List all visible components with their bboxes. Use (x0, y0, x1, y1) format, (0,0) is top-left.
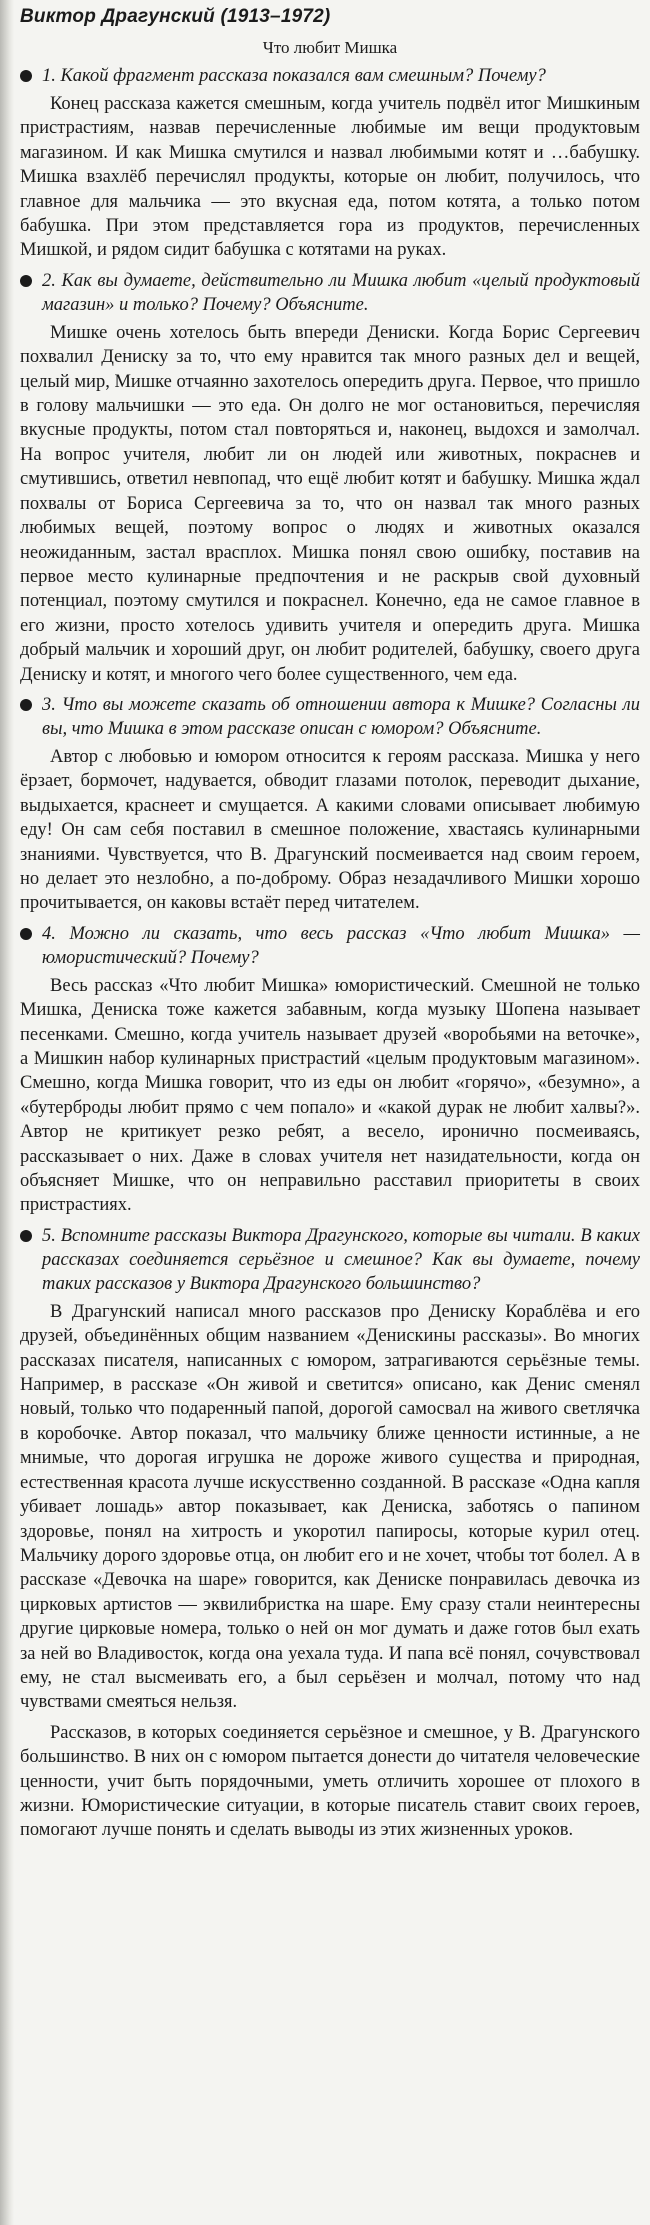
question-text: 5. Вспомните рассказы Виктора Драгунского, которые вы читали. В каких рассказах соединяется серьёзное и смешное? Как вы думаете, почему таких рассказов у Виктора Драгунского большинство? (42, 1225, 640, 1294)
bullet-icon (20, 70, 32, 82)
question-5 (20, 1224, 640, 1296)
question-2 (20, 269, 640, 317)
question-text: 4. Можно ли сказать, что весь рассказ «Что любит Мишка» — юмористический? Почему? (42, 923, 640, 968)
answer-paragraph: Автор с любовью и юмором относится к героям рассказа. Мишка у него ёрзает, бормочет, надувается, обводит глазами потолок, переводит дыхание, выдыхается, краснеет и смущается. А какими словами описывает любимую еду! Он сам себя поставил в смешное положение, хвастаясь кулинарными знаниями. Чувствуется, что В. Драгунский посмеивается над своим героем, но делает это незлобно, а по-доброму. Образ незадачливого Мишки хорошо прочитывается, он каковы встаёт перед читателем. (20, 746, 640, 914)
question-block-1 (20, 64, 640, 263)
story-title: Что любит Мишка (262, 38, 398, 57)
question-block-5 (20, 1224, 640, 1843)
answer-paragraph: Рассказов, в которых соединяется серьёзное и смешное, у В. Драгунского большинство. В них он с юмором пытается донести до читателя человеческие ценности, учит быть порядочными, уметь отличить хорошее от плохого в жизни. Юмористические ситуации, в которые писатель ставит своих героев, помогают лучше понять и сделать выводы из этих жизненных уроков. (20, 1722, 640, 1841)
question-block-2 (20, 269, 640, 687)
question-block-4 (20, 922, 640, 1218)
question-text: 2. Как вы думаете, действительно ли Мишка любит «целый продуктовый магазин» и только? Почему? Объясните. (42, 270, 640, 315)
author-header: Виктор Драгунский (1913–1972) (20, 6, 331, 27)
bullet-icon (20, 275, 32, 287)
bullet-icon (20, 928, 32, 940)
question-3 (20, 693, 640, 741)
answer-paragraph: Мишке очень хотелось быть впереди Дениски. Когда Борис Сергеевич похвалил Дениску за то, что ему нравится так много разных дел и вещей, целый мир, Мишке отчаянно захотелось опередить друга. Первое, что пришло в голову мальчишки — это еда. Он долго не мог остановиться, перечисляя вкусные продукты, потом стал повторяться и, наконец, выдохся и замолчал. На вопрос учителя, любит ли он людей или животных, покраснев и смутившись, ответил невпопад, что ещё любит котят и бабушку. Мишка ждал похвалы от Бориса Сергеевича за то, что он назвал так много разных любимых вещей, поэтому вопрос о людях и животных оказался неожиданным, застал врасплох. Мишка понял свою ошибку, поставив на первое место кулинарные предпочтения и не раскрыв свой духовный потенциал, поэтому смутился и покраснел. Конечно, еда не самое главное в его жизни, просто хотелось удивить учителя и опередить друга. Мишка добрый мальчик и хороший друг, он любит родителей, бабушку, своего друга Дениску и котят, и многого чего более существенного, чем еда. (20, 322, 640, 685)
question-1 (20, 64, 640, 88)
bullet-icon (20, 699, 32, 711)
bullet-icon (20, 1230, 32, 1242)
question-block-3 (20, 693, 640, 916)
answer-paragraph: В Драгунский написал много рассказов про Дениску Кораблёва и его друзей, объединённых общим названием «Денискины рассказы». Во многих рассказах писателя, написанных с юмором, затрагиваются серьёзные темы. Например, в рассказе «Он живой и светится» описано, как Денис сменял новый, только что подаренный папой, дорогой самосвал на живого светлячка в коробочке. Автор показал, что мальчику ближе ценности истинные, а не мнимые, что дорогая игрушка не дороже живого существа и природная, естественная красота лучше искусственно созданной. В рассказе «Одна капля убивает лошадь» автор показывает, как Дениска, заботясь о папином здоровье, понял на хитрость и укоротил папиросы, которые курил отец. Мальчику дорого здоровье отца, он любит его и не хочет, чтобы тот болел. А в рассказе «Девочка на шаре» говорится, как Дениске понравилась девочка из цирковых артистов — эквилибристка на шаре. Ему сразу стали неинтересны другие цирковые номера, только о ней он мог думать и даже готов был ехать за ней во Владивосток, когда она уехала туда. И папа всё понял, сочувствовал ему, не стал высмеивать его, а был серьёзен и молчал, потому что над чувствами смеяться нельзя. (20, 1301, 640, 1713)
answer-paragraph: Конец рассказа кажется смешным, когда учитель подвёл итог Мишкиным пристрастиям, назвав перечисленные любимые им вещи продуктовым магазином. И как Мишка смутился и назвал любимыми котят и …бабушку. Мишка взахлёб перечислял продукты, которые он любит, получилось, что главное для мальчика — это вкусная еда, потом котята, а только потом бабушка. При этом представляется гора из продуктов, перечисленных Мишкой, и рядом сидит бабушка с котятами на руках. (20, 94, 640, 261)
answer-paragraph: Весь рассказ «Что любит Мишка» юмористический. Смешной не только Мишка, Дениска тоже кажется забавным, когда музыку Шопена называет песенками. Смешно, когда учитель называет друзей «воробьями на веточке», а Мишкин набор кулинарных пристрастий «целым продуктовым магазином». Смешно, когда Мишка говорит, что из еды он любит «горячо», «безумно», а «бутерброды любит прямо с чем попало» и «какой дурак не любит халвы?». Автор не критикует резко ребят, а весело, иронично посмеиваясь, рассказывает о них. Даже в словах учителя нет назидательности, когда он объясняет Мишке, что он неправильно расставил приоритеты в своих пристрастиях. (20, 975, 640, 1216)
question-4 (20, 922, 640, 970)
question-text: 1. Какой фрагмент рассказа показался вам смешным? Почему? (42, 66, 546, 86)
question-text: 3. Что вы можете сказать об отношении автора к Мишке? Согласны ли вы, что Мишка в этом рассказе описан с юмором? Объясните. (42, 694, 640, 739)
